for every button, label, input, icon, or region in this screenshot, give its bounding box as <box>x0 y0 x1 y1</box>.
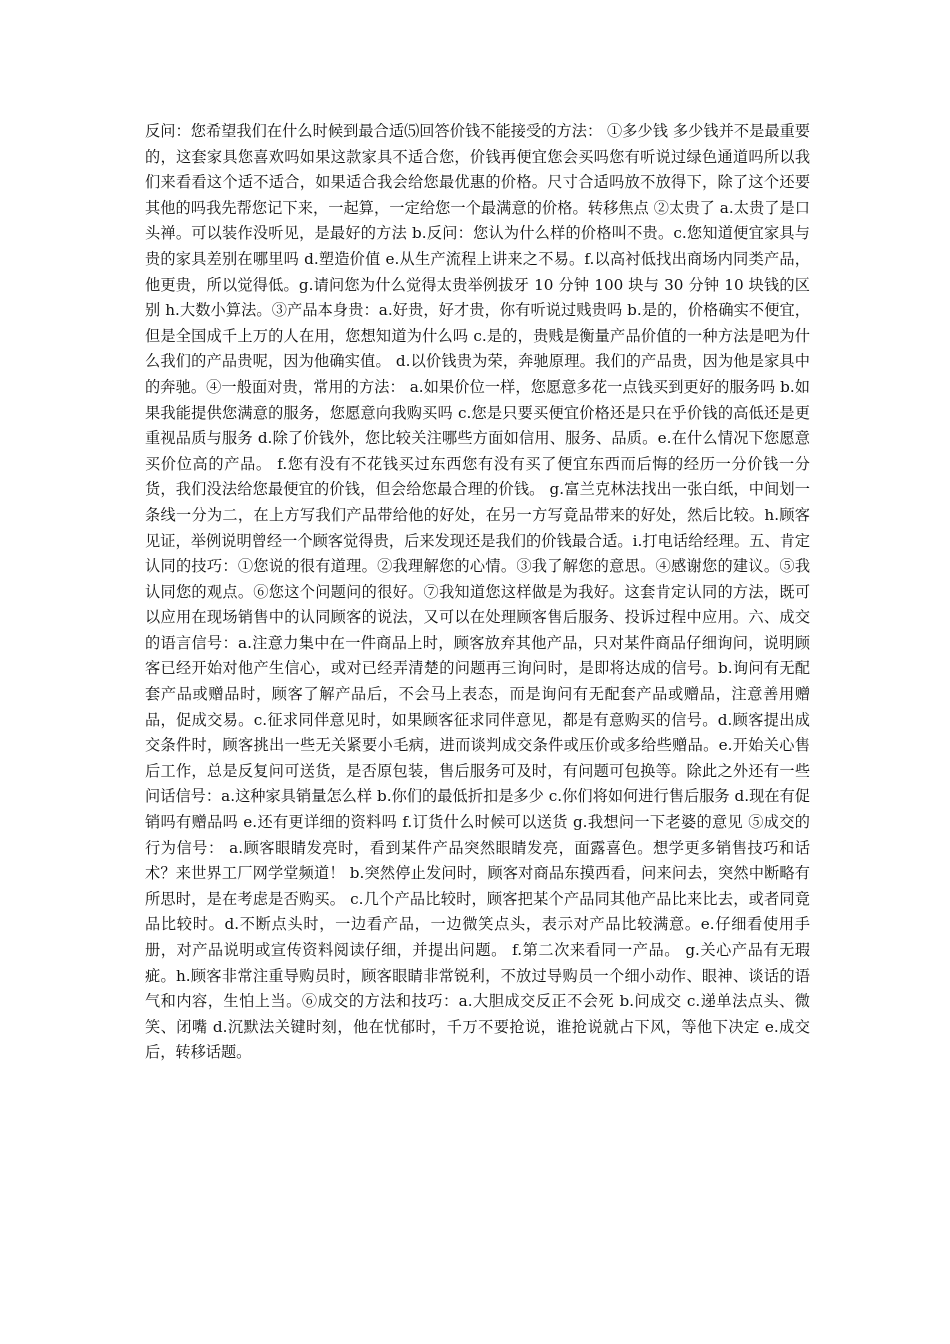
document-body <box>145 119 810 1066</box>
body-paragraph: 反问：您希望我们在什么时候到最合适⑸回答价钱不能接受的方法： ①多少钱 多少钱并不是最重要的，这套家具您喜欢吗如果这款家具不适合您，价钱再便宜您会买吗您有听说过绿色通道吗所以我们来看看这个适不适合，如果适合我会给您最优惠的价格。尺寸合适吗放不放得下，除了这个还要其他的吗我先帮您记下来，一起算，一定给您一个最满意的价格。转移焦点 ②太贵了 a.太贵了是口头禅。可以装作没听见，是最好的方法 b.反问：您认为什么样的价格叫不贵。c.您知道便宜家具与贵的家具差别在哪里吗 d.塑造价值 e.从生产流程上讲来之不易。f.以高衬低找出商场内同类产品，他更贵，所以觉得低。g.请问您为什么觉得太贵举例拔牙 10 分钟 100 块与 30 分钟 10 块钱的区别 h.大数小算法。③产品本身贵：a.好贵，好才贵，你有听说过贱贵吗 b.是的，价格确实不便宜，但是全国成千上万的人在用，您想知道为什么吗 c.是的，贵贱是衡量产品价值的一种方法是吧为什么我们的产品贵呢，因为他确实值。 d.以价钱贵为荣，奔驰原理。我们的产品贵，因为他是家具中的奔驰。④一般面对贵，常用的方法： a.如果价位一样，您愿意多花一点钱买到更好的服务吗 b.如果我能提供您满意的服务，您愿意向我购买吗 c.您是只要买便宜价格还是只在乎价钱的高低还是更重视品质与服务 d.除了价钱外，您比较关注哪些方面如信用、服务、品质。e.在什么情况下您愿意买价位高的产品。 f.您有没有不花钱买过东西您有没有买了便宜东西而后悔的经历一分价钱一分货，我们没法给您最便宜的价钱，但会给您最合理的价钱。 g.富兰克林法找出一张白纸，中间划一条线一分为二，在上方写我们产品带给他的好处，在另一方写竟品带来的好处，然后比较。h.顾客见证，举例说明曾经一个顾客觉得贵，后来发现还是我们的价钱最合适。i.打电话给经理。五、肯定认同的技巧：①您说的很有道理。②我理解您的心情。③我了解您的意思。④感谢您的建议。⑤我认同您的观点。⑥您这个问题问的很好。⑦我知道您这样做是为我好。这套肯定认同的方法，既可以应用在现场销售中的认同顾客的说法，又可以在处理顾客售后服务、投诉过程中应用。六、成交的语言信号：a.注意力集中在一件商品上时，顾客放弃其他产品，只对某件商品仔细询问，说明顾客已经开始对他产生信心，或对已经弄清楚的问题再三询问时，是即将达成的信号。b.询问有无配套产品或赠品时，顾客了解产品后，不会马上表态，而是询问有无配套产品或赠品，注意善用赠品，促成交易。c.征求同伴意见时，如果顾客征求同伴意见，都是有意购买的信号。d.顾客提出成交条件时，顾客挑出一些无关紧要小毛病，进而谈判成交条件或压价或多给些赠品。e.开始关心售后工作，总是反复问可送货，是否原包装，售后服务可及时，有问题可包换等。除此之外还有一些问话信号：a.这种家具销量怎么样 b.你们的最低折扣是多少 c.你们将如何进行售后服务 d.现在有促销吗有赠品吗 e.还有更详细的资料吗 f.订货什么时候可以送货 g.我想问一下老婆的意见 ⑤成交的行为信号： a.顾客眼睛发亮时，看到某件产品突然眼睛发亮，面露喜色。想学更多销售技巧和话术？来世界工厂网学堂频道！ b.突然停止发问时，顾客对商品东摸西看，问来问去，突然中断略有所思时，是在考虑是否购买。 c.几个产品比较时，顾客把某个产品同其他产品比来比去，或者同竟品比较时。d.不断点头时，一边看产品，一边微笑点头，表示对产品比较满意。e.仔细看使用手册，对产品说明或宣传资料阅读仔细，并提出问题。 f.第二次来看同一产品。 g.关心产品有无瑕疵。h.顾客非常注重导购员时，顾客眼睛非常锐利，不放过导购员一个细小动作、眼神、谈话的语气和内容，生怕上当。⑥成交的方法和技巧：a.大胆成交反正不会死 b.问成交 c.递单法点头、微笑、闭嘴 d.沉默法关键时刻，他在忧郁时，千万不要抢说，谁抢说就占下风，等他下决定 e.成交后，转移话题。 <box>145 122 810 1062</box>
